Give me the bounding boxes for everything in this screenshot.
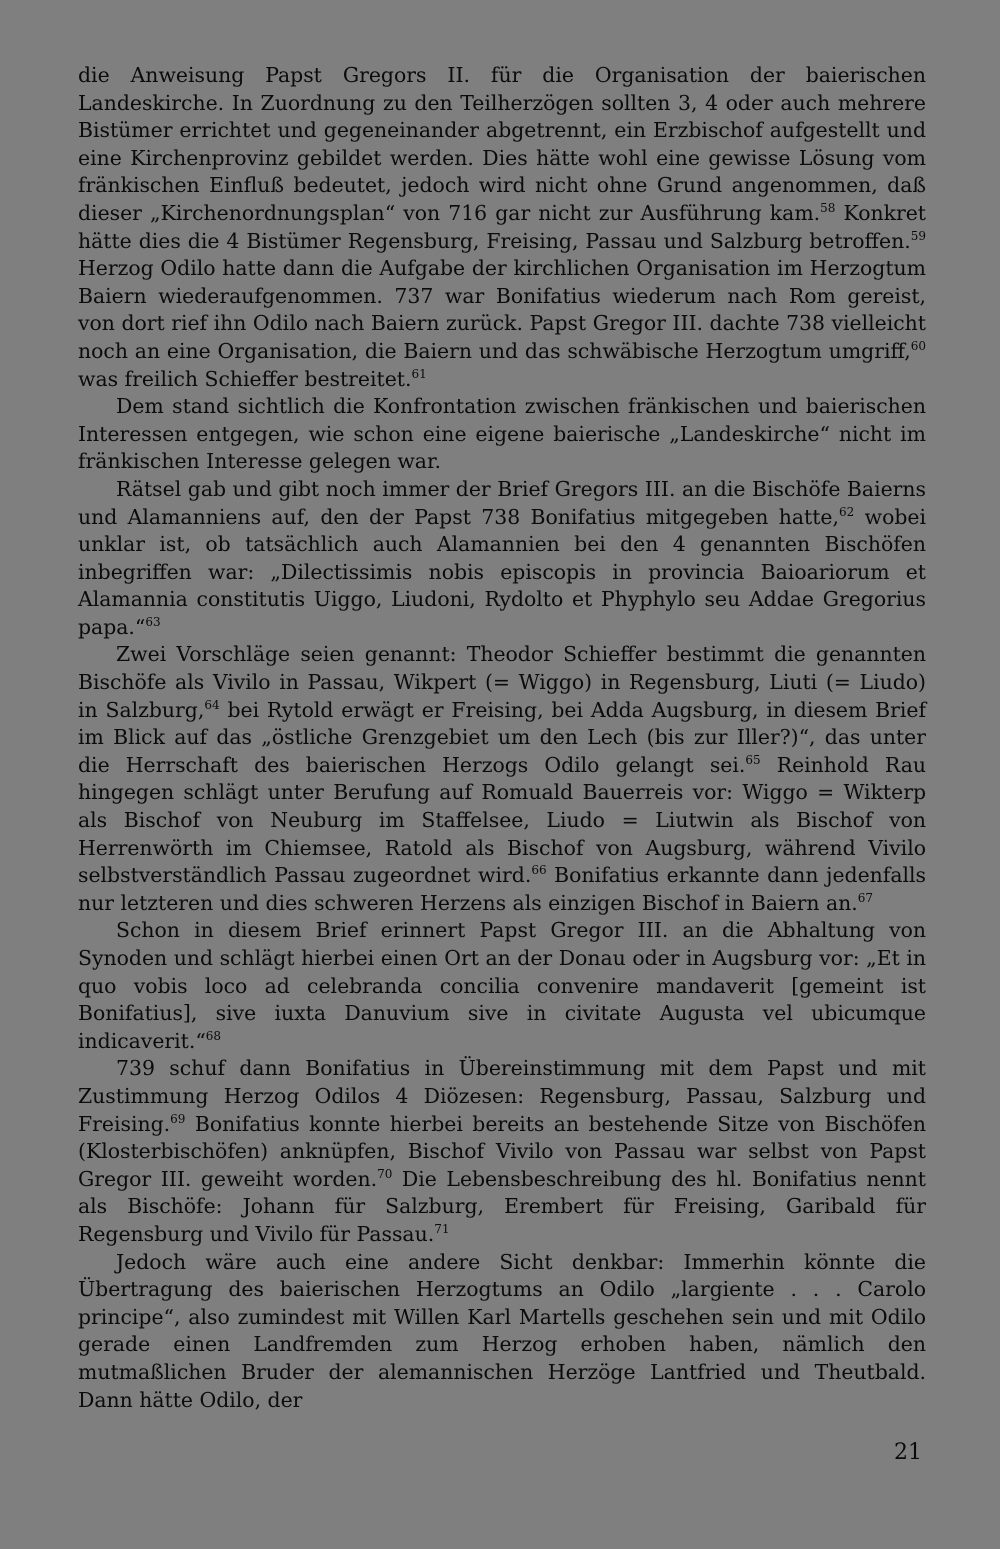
text-run: die Anweisung Papst Gregors II. für die Organisation der baierischen Landeskirche. In Zuordnung zu den Teilherzögen sollten 3, 4 oder auch mehrere Bistümer errichtet und gegeneinander abgetrennt, ein Erzbischof aufgestellt und eine Kirchenprovinz gebildet werden. Dies hätte wohl eine gewisse Lösung vom fränkischen Einfluß bedeutet, jedoch wird nicht ohne Grund angenommen, daß dieser „Kirchenordnungsplan“ von 716 gar nicht zur Ausführung kam. <box>78 63 926 225</box>
text-run: wobei unklar ist, ob tatsächlich auch Alamannien bei den 4 genannten Bischöfen inbegriffen war: „Dilectissimis nobis episcopis in provincia Baioariorum et Alamannia constitutis Uiggo, Liudoni, Rydolto et Phyphylo seu Addae Gregorius papa.“ <box>78 504 927 639</box>
footnote-marker: 66 <box>531 863 547 878</box>
paragraph <box>78 917 926 1055</box>
text-run: Zwei Vorschläge seien genannt: Theodor Schieffer bestimmt die genannten Bischöfe als Vivilo in Passau, Wikpert (= Wiggo) in Regensburg, Liuti (= Liudo) in Salzburg, <box>78 642 926 722</box>
footnote-marker: 61 <box>411 366 427 381</box>
footnote-marker: 64 <box>204 697 220 712</box>
footnote-marker: 58 <box>820 200 836 215</box>
footnote-marker: 60 <box>910 338 926 353</box>
text-run: Konkret hätte dies die 4 Bistümer Regensburg, Freising, Passau und Salzburg betroffen. <box>78 200 926 253</box>
text-run: Bonifatius erkannte dann jedenfalls nur letzteren und dies schweren Herzens als einzigen Bischof in Baiern an. <box>78 863 926 915</box>
footnote-marker: 65 <box>745 752 761 767</box>
footnote-marker: 62 <box>838 504 855 519</box>
paragraph <box>78 1055 926 1248</box>
footnote-marker: 67 <box>857 890 873 905</box>
text-run: Jedoch wäre auch eine andere Sicht denkbar: Immerhin könnte die Übertragung des baierischen Herzogtums an Odilo „largiente . . . Carolo principe“, also zumindest mit Willen Karl Martells geschehen sein und mit Odilo gerade einen Landfremden zum Herzog erhoben haben, nämlich den mutmaßlichen Bruder der alemannischen Herzöge Lantfried und Theutbald. Dann hätte Odilo, der <box>78 1249 926 1412</box>
footnote-marker: 70 <box>377 1166 393 1181</box>
paragraph <box>78 62 926 393</box>
text-run: Schon in diesem Brief erinnert Papst Gregor III. an die Abhaltung von Synoden und schlägt hierbei einen Ort an der Donau oder in Augsburg vor: „Et in quo vobis loco ad celebranda concilia convenire mandaverit [gemeint ist Bonifatius], sive iuxta Danuvium sive in civitate Augusta vel ubicumque indicaverit.“ <box>78 918 926 1053</box>
footnote-marker: 63 <box>145 614 161 629</box>
footnote-marker: 68 <box>205 1028 222 1043</box>
text-run: was freilich Schieffer bestreitet. <box>78 366 412 391</box>
paragraph <box>78 393 926 476</box>
text-run: Dem stand sichtlich die Konfrontation zwischen fränkischen und baierischen Interessen entgegen, wie schon eine eigene baierische „Landeskirche“ nicht im fränkischen Interesse gelegen war. <box>78 394 926 474</box>
page-number: 21 <box>894 1440 922 1465</box>
text-run: Herzog Odilo hatte dann die Aufgabe der kirchlichen Organisation im Herzogtum Baiern wiederaufgenommen. 737 war Bonifatius wiederum nach Rom gereist, von dort rief ihn Odilo nach Baiern zurück. Papst Gregor III. dachte 738 vielleicht noch an eine Organisation, die Baiern und das schwäbische Herzogtum umgriff, <box>78 256 926 363</box>
text-run: bei Rytold erwägt er Freising, bei Adda Augsburg, in diesem Brief im Blick auf das „östliche Grenzgebiet um den Lech (bis zur Iller?)“, das unter die Herrschaft des baierischen Herzogs Odilo gelangt sei. <box>78 697 926 777</box>
text-run: Die Lebensbeschreibung des hl. Bonifatius nennt als Bischöfe: Johann für Salzburg, Erembert für Freising, Garibald für Regensburg und Vivilo für Passau. <box>78 1166 926 1246</box>
paragraph <box>78 641 926 917</box>
text-run: 739 schuf dann Bonifatius in Übereinstimmung mit dem Papst und mit Zustimmung Herzog Odilos 4 Diözesen: Regensburg, Passau, Salzburg und Freising. <box>78 1056 926 1136</box>
paragraph <box>78 1249 926 1415</box>
footnote-marker: 59 <box>910 228 926 243</box>
footnote-marker: 69 <box>170 1111 186 1126</box>
paragraph <box>78 476 926 642</box>
footnote-marker: 71 <box>434 1221 450 1236</box>
text-run: Reinhold Rau hingegen schlägt unter Berufung auf Romuald Bauerreis vor: Wiggo = Wikterp als Bischof von Neuburg im Staffelsee, Liudo = Liutwin als Bischof von Herrenwörth im Chiemsee, Ratold als Bischof von Augsburg, während Vivilo selbstverständlich Passau zugeordnet wird. <box>78 752 926 888</box>
body-text <box>78 62 926 1414</box>
text-run: Bonifatius konnte hierbei bereits an bestehende Sitze von Bischöfen (Klosterbischöfen) anknüpfen, Bischof Vivilo von Passau war selbst von Papst Gregor III. geweiht worden. <box>78 1111 926 1191</box>
text-run: Rätsel gab und gibt noch immer der Brief Gregors III. an die Bischöfe Baierns und Alamanniens auf, den der Papst 738 Bonifatius mitgegeben hatte, <box>78 476 926 529</box>
